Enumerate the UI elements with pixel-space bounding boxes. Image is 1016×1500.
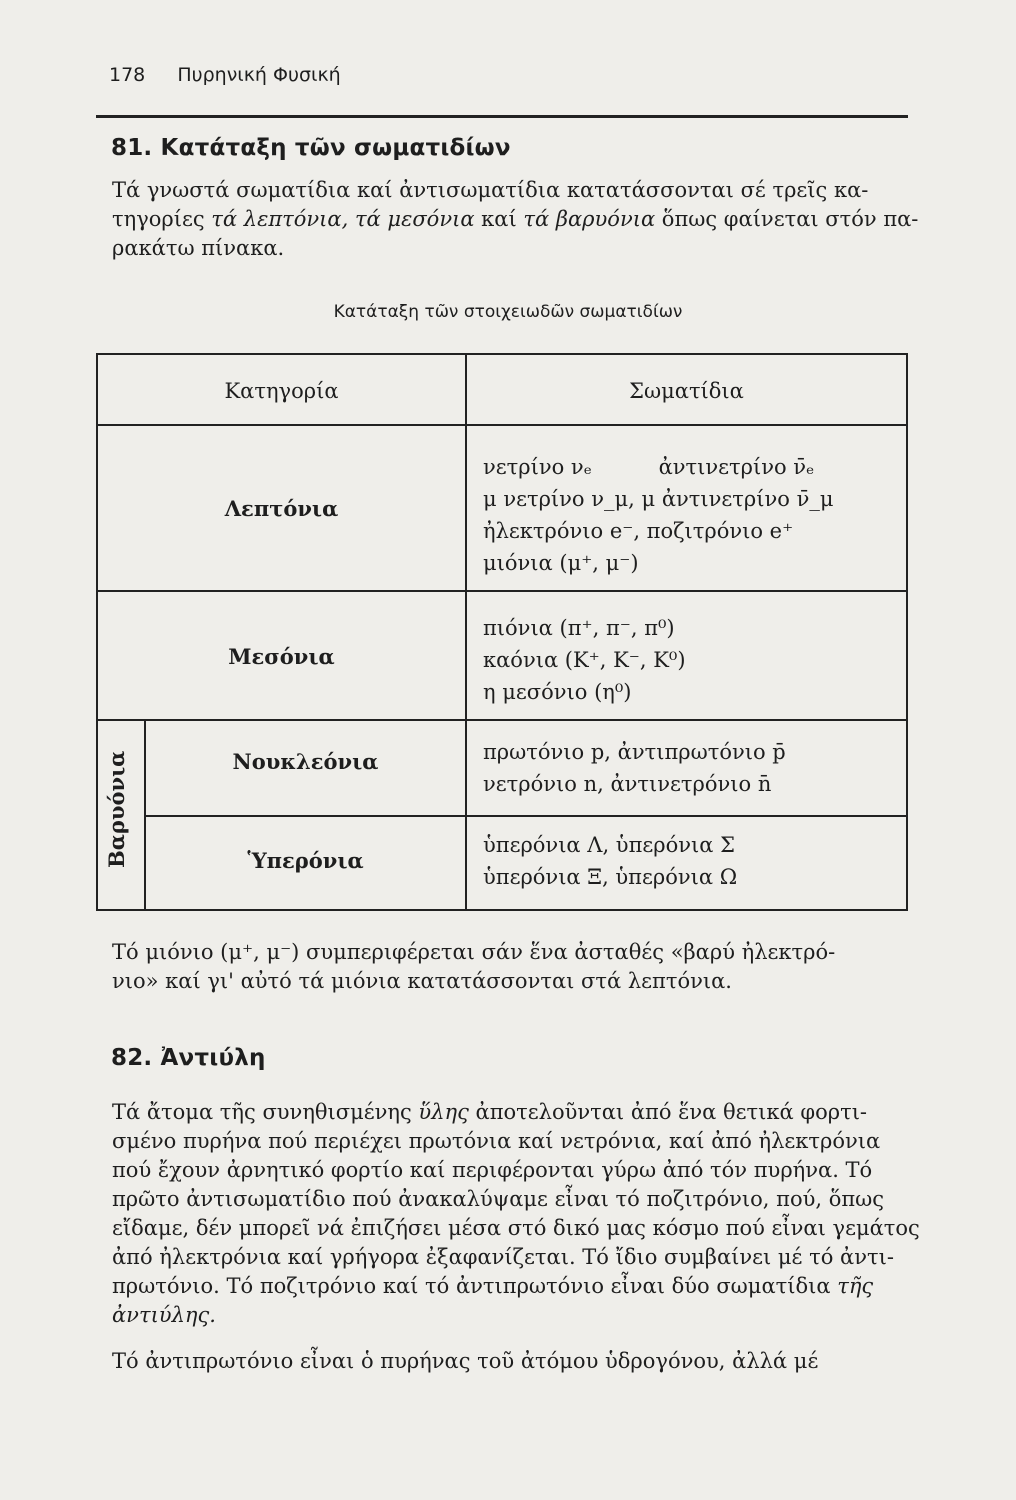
particle-line: ἠλεκτρόνιο e⁻, ποζιτρόνιο e⁺ [483,519,794,543]
p1-italic: ὕλης [418,1100,469,1124]
intro-text: τηγορίες [112,207,212,231]
p1-line-8: ἀντιύλης. [112,1303,216,1327]
leptons-particles [483,451,833,579]
row-divider [98,424,906,426]
particle-line: μ νετρίνο ν_μ, μ ἀντινετρίνο ν̄_μ [483,487,834,511]
p1-text: Τά ἄτομα τῆς συνηθισμένης [112,1100,419,1124]
section-81-intro [112,176,919,263]
category-leptons: Λεπτόνια [224,496,339,521]
particle-line: μιόνια (μ⁺, μ⁻) [483,551,639,575]
intro-italic-2: τά βαρυόνια [523,207,656,231]
particle-line: καόνια (K⁺, K⁻, K⁰) [483,648,686,672]
row-divider [144,815,906,817]
running-header [109,64,341,86]
intro-text: ὅπως φαίνεται στόν πα- [655,207,919,231]
category-nucleons: Νουκλεόνια [232,749,379,774]
muon-note-line-1: Τό μιόνιο (μ⁺, μ⁻) συμπεριφέρεται σάν ἕνα ἀσταθές «βαρύ ἠλεκτρό- [112,940,836,964]
column-divider [465,355,467,909]
category-mesons: Μεσόνια [228,644,335,669]
particle-classification-table [96,353,908,911]
intro-text: καί [474,207,524,231]
intro-line-2 [112,205,919,234]
row-divider [98,590,906,592]
particle-line: πρωτόνιο p, ἀντιπρωτόνιο p̄ [483,740,786,764]
intro-line-3: ρακάτω πίνακα. [112,236,285,260]
group-label-baryons: Βαρυόνια [104,750,129,868]
nucleons-particles [483,736,786,800]
p1-text: πρωτόνιο. Τό ποζιτρόνιο καί τό ἀντιπρωτόνιο εἶναι δύο σωματίδια [112,1274,838,1298]
header-category: Κατηγορία [224,379,339,403]
table-caption: Κατάταξη τῶν στοιχειωδῶν σωματιδίων [333,302,683,322]
p1-line-3: πού ἔχουν ἀρνητικό φορτίο καί περιφέρονται γύρω ἀπό τόν πυρήνα. Τό [112,1158,873,1182]
header-rule [96,115,908,118]
particle-line: νετρίνο νₑ ἀντινετρίνο ν̄ₑ [483,455,815,479]
p1-line-5: εἴδαμε, δέν μπορεῖ νά ἐπιζήσει μέσα στό δικό μας κόσμο πού εἶναι γεμάτος [112,1216,920,1240]
mesons-particles [483,612,686,708]
section-81-title: 81. Κατάταξη τῶν σωματιδίων [111,135,511,161]
section-82-paragraph-1 [112,1098,920,1330]
intro-italic-1: τά λεπτόνια, τά μεσόνια [211,207,475,231]
page-number: 178 [109,64,146,86]
particle-line: ὑπερόνια Ξ, ὑπερόνια Ω [483,865,738,889]
p1-line-7 [112,1272,910,1301]
p1-italic: τῆς [837,1274,874,1298]
particle-line: η μεσόνιο (η⁰) [483,680,632,704]
p1-text: ἀποτελοῦνται ἀπό ἕνα θετικά φορτι- [468,1100,868,1124]
hyperons-particles [483,829,737,893]
muon-note-line-2: νιο» καί γι' αὐτό τά μιόνια κατατάσσονται στά λεπτόνια. [112,969,732,993]
p2-line-1: Τό ἀντιπρωτόνιο εἶναι ὁ πυρήνας τοῦ ἀτόμου ὑδρογόνου, ἀλλά μέ [112,1349,819,1373]
p1-line-6: ἀπό ἠλεκτρόνια καί γρήγορα ἐξαφανίζεται. Τό ἴδιο συμβαίνει μέ τό ἀντι- [112,1245,894,1269]
category-hyperons: Ὑπερόνια [247,848,364,873]
section-82-paragraph-2 [112,1347,910,1376]
header-particles: Σωματίδια [629,379,744,403]
particle-line: νετρόνιο n, ἀντινετρόνιο n̄ [483,772,772,796]
p1-line-2: σμένο πυρήνα πού περιέχει πρωτόνια καί νετρόνια, καί ἀπό ἠλεκτρόνια [112,1129,881,1153]
running-title: Πυρηνική Φυσική [177,64,341,86]
intro-line-1: Τά γνωστά σωματίδια καί ἀντισωματίδια κατατάσσονται σέ τρεῖς κα- [112,178,869,202]
p1-line-1 [112,1098,910,1127]
particle-line: πιόνια (π⁺, π⁻, π⁰) [483,616,675,640]
section-82-title: 82. Ἀντιύλη [111,1045,266,1071]
row-divider [98,719,906,721]
particle-line: ὑπερόνια Λ, ὑπερόνια Σ [483,833,735,857]
muon-note [112,938,910,996]
p1-line-4: πρῶτο ἀντισωματίδιο πού ἀνακαλύψαμε εἶναι τό ποζιτρόνιο, πού, ὅπως [112,1187,885,1211]
